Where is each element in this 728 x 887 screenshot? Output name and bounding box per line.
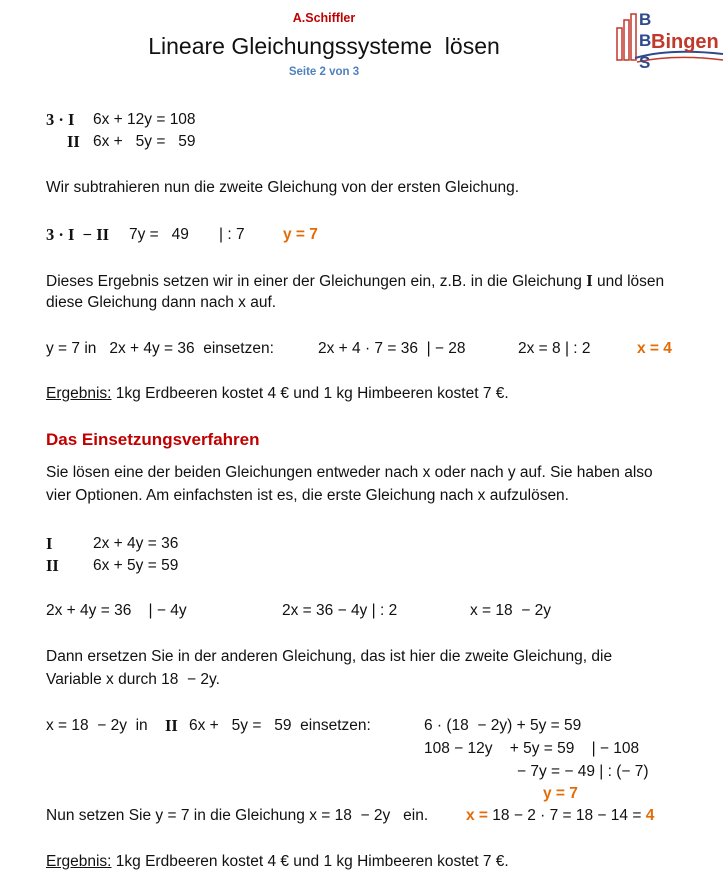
bbs-bingen-logo [615,8,725,72]
page-title: Lineare Gleichungssysteme lösen [148,33,500,59]
substitution-b: 2x + 4 · 7 = 36 | − 28 [318,340,466,357]
replace-1: Dann ersetzen Sie in der anderen Gleichung, das ist hier die zweite Gleichung, die [46,648,613,665]
substitution-c: 2x = 8 | : 2 [518,340,591,357]
result-1: Ergebnis: 1kg Erdbeeren kostet 4 € und 1 kg Himbeeren kostet 7 €. [46,385,509,402]
diff-op: | : 7 [219,226,245,243]
eq-3I: 6x + 12y = 108 [93,111,196,128]
substitution-a: y = 7 in 2x + 4y = 36 einsetzen: [46,340,274,357]
solve-c: x = 18 − 2y [470,602,551,619]
insert-text-1: Dieses Ergebnis setzen wir in einer der Gleichungen ein, z.B. in die Gleichung I und lösen [46,271,665,290]
substitution-result: x = 4 [637,340,672,357]
eq-II-2: 6x + 5y = 59 [93,557,179,574]
sub-label: II [165,716,178,735]
logo-letter-1: B [639,10,652,29]
final-text: Nun setzen Sie y = 7 in die Gleichung x = 18 − 2y ein. [46,807,429,824]
diff-label: 3 · I − II [46,225,110,244]
subtract-text: Wir subtrahieren nun die zweite Gleichung von der ersten Gleichung. [46,179,520,196]
eq-I-2: 2x + 4y = 36 [93,535,179,552]
diff-result: y = 7 [283,226,318,243]
diff-eq: 7y = 49 [129,226,189,243]
eq-II-label-2: II [46,556,59,575]
eq-I-label-2: I [46,534,53,553]
section-heading: Das Einsetzungsverfahren [46,430,260,449]
sub-line-3: − 7y = − 49 | : (− 7) [517,763,649,780]
sub-line-1: 6 · (18 − 2y) + 5y = 59 [424,717,582,734]
eq-II: 6x + 5y = 59 [93,133,196,150]
sub-line-2: 108 − 12y + 5y = 59 | − 108 [424,740,640,757]
insert-text-2: diese Gleichung dann nach x auf. [46,294,277,311]
final-calc: x = 18 − 2 · 7 = 18 − 14 = 4 [466,807,655,824]
author-name: A.Schiffler [292,11,356,25]
page-number: Seite 2 von 3 [288,66,360,78]
solve-a: 2x + 4y = 36 | − 4y [46,602,187,619]
logo-text: Bingen [651,31,719,53]
intro-2: vier Optionen. Am einfachsten ist es, die erste Gleichung nach x aufzulösen. [46,487,569,504]
logo-letter-2: B [639,31,652,50]
eq-II-label: II [67,132,80,151]
intro-1: Sie lösen eine der beiden Gleichungen entweder nach x oder nach y auf. Sie haben also [46,464,653,481]
solve-b: 2x = 36 − 4y | : 2 [282,602,398,619]
result-2: Ergebnis: 1kg Erdbeeren kostet 4 € und 1 kg Himbeeren kostet 7 €. [46,853,509,870]
sub-line-4: y = 7 [543,785,578,802]
replace-2: Variable x durch 18 − 2y. [46,671,220,688]
eq-3I-label: 3 · I [46,110,75,129]
sub-lead: x = 18 − 2y in [46,717,148,734]
logo-letter-3: S [639,53,651,72]
sub-eq: 6x + 5y = 59 einsetzen: [189,717,371,734]
